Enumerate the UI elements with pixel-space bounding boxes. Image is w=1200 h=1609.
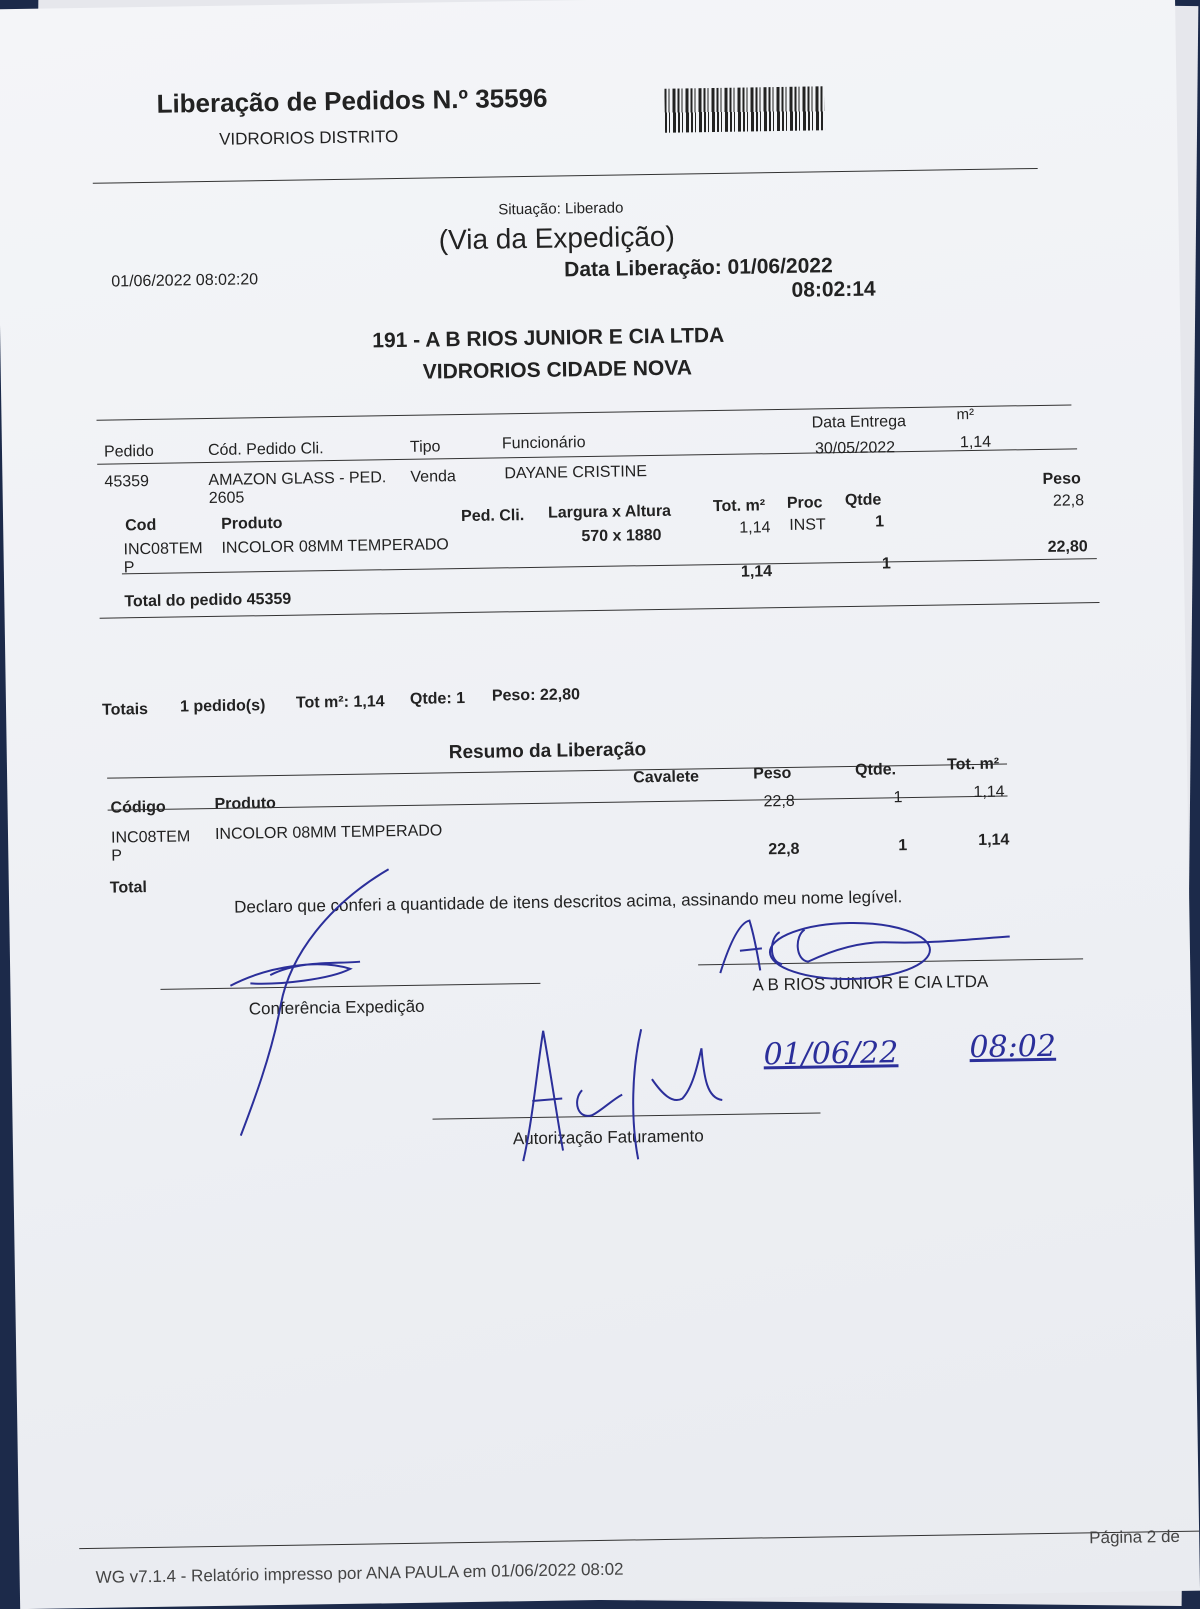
totals-qtde: Qtde: 1 <box>409 690 466 708</box>
resumo-total-qtde: 1 <box>898 837 908 855</box>
col-funcionario: Funcionário <box>501 434 586 453</box>
label-company: A B RIOS JUNIOR E CIA LTDA <box>752 971 989 995</box>
col-m2: m² <box>956 405 975 424</box>
resumo-title: Resumo da Liberação <box>448 739 647 764</box>
col-peso: Peso <box>1042 470 1081 488</box>
item-qtde: 1 <box>875 513 885 531</box>
release-time: 08:02:14 <box>791 277 876 302</box>
col-produto: Produto <box>221 514 283 533</box>
col-proc: Proc <box>786 494 823 512</box>
totals-label: Totais <box>101 700 149 719</box>
item-cod: INC08TEM <box>123 540 203 559</box>
resumo-col-codigo: Código <box>110 798 166 817</box>
handwritten-date: 01/06/22 <box>763 1035 899 1073</box>
label-autorizacao: Autorização Faturamento <box>512 1126 704 1149</box>
item-dimensoes: 570 x 1880 <box>581 526 662 546</box>
col-ped-cli: Ped. Cli. <box>460 507 525 526</box>
document-title: Liberação de Pedidos N.º 35596 <box>156 82 548 119</box>
totals-tot-m2: Tot m²: 1,14 <box>295 693 385 712</box>
resumo-col-tot-m2: Tot. m² <box>946 755 1000 774</box>
col-tipo: Tipo <box>409 438 441 456</box>
client-store: VIDRORIOS CIDADE NOVA <box>422 356 693 384</box>
col-data-entrega: Data Entrega <box>811 413 907 432</box>
declaration-text: Declaro que conferi a quantidade de itens descritos acima, assinando meu nome legível. <box>234 887 903 917</box>
col-cod: Cod <box>125 516 157 535</box>
release-date: Data Liberação: 01/06/2022 <box>564 254 833 282</box>
row-funcionario: DAYANE CRISTINE <box>504 463 648 483</box>
row-cod-pedido-cli-2: 2605 <box>208 489 245 508</box>
resumo-col-peso: Peso <box>753 764 792 783</box>
row-pedido: 45359 <box>104 472 150 491</box>
row-m2: 1,14 <box>959 433 992 452</box>
label-conferencia: Conferência Expedição <box>248 996 425 1019</box>
row-tipo: Venda <box>410 468 456 486</box>
col-tot-m2: Tot. m² <box>712 497 766 516</box>
footer-printed-by: WG v7.1.4 - Relatório impresso por ANA PAULA em 01/06/2022 08:02 <box>95 1559 624 1587</box>
situation: Situação: Liberado <box>498 199 624 219</box>
totals-pedidos: 1 pedido(s) <box>179 697 266 716</box>
item-cod-2: P <box>123 559 135 577</box>
item-tot-m2: 1,14 <box>739 519 771 537</box>
signature-conferencia-image <box>209 863 413 1146</box>
signature-autorizacao-image <box>491 1018 753 1172</box>
total-peso: 22,80 <box>1047 538 1088 556</box>
col-largura-altura: Largura x Altura <box>547 502 672 522</box>
resumo-col-produto: Produto <box>214 794 277 813</box>
via-label: (Via da Expedição) <box>438 220 676 256</box>
item-proc: INST <box>789 516 826 534</box>
barcode <box>664 86 825 133</box>
resumo-total-label: Total <box>109 879 148 897</box>
resumo-row-codigo-2: P <box>111 847 123 865</box>
col-cod-pedido-cli: Cód. Pedido Cli. <box>207 440 324 460</box>
resumo-row-tot-m2: 1,14 <box>973 783 1005 802</box>
resumo-row-qtde: 1 <box>893 789 903 807</box>
totals-peso: Peso: 22,80 <box>491 686 581 705</box>
total-pedido-label: Total do pedido 45359 <box>124 590 292 611</box>
resumo-total-peso: 22,8 <box>768 840 800 859</box>
table-top-rule <box>97 404 1072 420</box>
item-peso: 22,8 <box>1052 492 1085 510</box>
total-tot-m2: 1,14 <box>740 563 773 581</box>
row-data-entrega: 30/05/2022 <box>814 439 896 458</box>
item-rule <box>122 558 1097 574</box>
resumo-row-peso: 22,8 <box>763 792 795 811</box>
col-pedido: Pedido <box>103 442 154 461</box>
handwritten-time: 08:02 <box>969 1028 1057 1066</box>
client-name: 191 - A B RIOS JUNIOR E CIA LTDA <box>372 323 725 353</box>
resumo-col-cavalete: Cavalete <box>633 768 700 787</box>
resumo-col-qtde: Qtde. <box>854 761 897 779</box>
footer-rule <box>79 1531 1199 1550</box>
footer-page: Página 2 de <box>1089 1526 1181 1548</box>
divider <box>93 168 1038 184</box>
total-qtde: 1 <box>881 555 891 573</box>
item-produto: INCOLOR 08MM TEMPERADO <box>221 536 449 557</box>
resumo-row-codigo: INC08TEM <box>110 828 191 847</box>
company-name: VIDRORIOS DISTRITO <box>218 126 399 149</box>
signature-company-image <box>709 908 1040 983</box>
col-qtde: Qtde <box>844 491 882 510</box>
resumo-total-tot-m2: 1,14 <box>978 831 1010 849</box>
resumo-row-produto: INCOLOR 08MM TEMPERADO <box>214 822 443 843</box>
row-cod-pedido-cli: AMAZON GLASS - PED. <box>208 469 387 490</box>
printed-datetime: 01/06/2022 08:02:20 <box>111 271 259 291</box>
